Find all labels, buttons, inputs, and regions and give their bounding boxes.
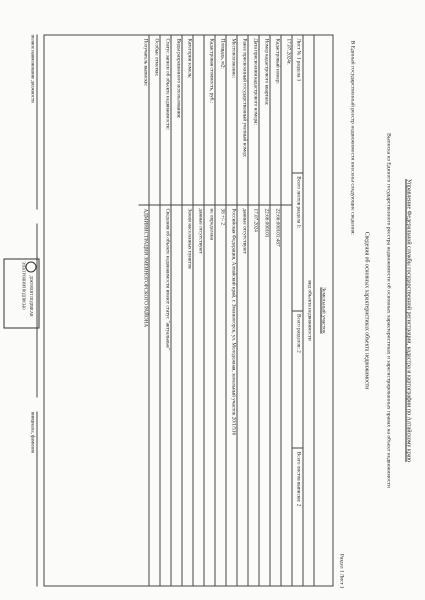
rows-container xyxy=(138,35,291,585)
table-row xyxy=(181,35,192,585)
table-row xyxy=(159,35,170,585)
row-label: Ранее присвоенный государственный учетный номер: xyxy=(237,35,247,205)
row-value: 38 +/- 2 xyxy=(219,208,225,225)
row-label: Получатель выписки: xyxy=(138,35,148,205)
object-type: вид объекта недвижимости xyxy=(302,35,313,585)
stamp-line: ДОКУМЕНТ ПОДПИСАН xyxy=(28,274,33,316)
section-title: Земельный участок xyxy=(313,35,332,585)
row-value: данные отсутствуют xyxy=(197,208,203,254)
table-row xyxy=(247,35,258,585)
header-organization: Управление Федеральной службы государственной регистрации, кадастра и картографии по Алтайскому краю xyxy=(405,178,411,462)
row-label: Площадь, м2: xyxy=(215,35,225,205)
sheet-cell: Всего листов раздела 1: xyxy=(292,173,302,311)
row-label: 17.07.2024г. xyxy=(281,35,291,205)
stamp-line: ЭЛЕКТРОННОЙ ПОДПИСЬЮ xyxy=(21,261,25,310)
page-label: Раздел 1 Лист 1 xyxy=(338,553,344,588)
row-label: Виды разрешенного использования: xyxy=(171,35,181,205)
row-value xyxy=(149,205,159,585)
signature-left: полное наименование должности xyxy=(3,34,37,209)
row-label: Категория земель: xyxy=(182,35,192,205)
row-value xyxy=(171,205,181,585)
row-value: 17.07.2024 xyxy=(252,208,258,232)
table-row xyxy=(225,35,236,585)
table-row xyxy=(258,35,269,585)
table-row xyxy=(236,35,247,585)
sheet-cell: Всего разделов: 2 xyxy=(292,311,302,449)
table-row xyxy=(138,35,148,585)
sheet-cell: Всего листов выписки: 2 xyxy=(294,451,301,506)
row-label: Номер кадастрового квартала: xyxy=(259,35,269,205)
row-label: Кадастровая стоимость, руб.: xyxy=(204,35,214,205)
row-value: АДМИНИСТРАЦИЯ ЗМЕИНОГОРСКОГО РАЙОНА xyxy=(142,208,148,327)
row-value: 22:66:000101 xyxy=(263,208,269,237)
table-row xyxy=(280,35,291,585)
table-row xyxy=(192,35,203,585)
table-row xyxy=(203,35,214,585)
header-body-2: В Единый государственный реестр недвижимости внесены следующие сведения: xyxy=(349,40,355,235)
row-value: Земли населенных пунктов xyxy=(186,208,192,269)
emblem-icon xyxy=(25,261,36,272)
row-label: Особые отметки: xyxy=(149,35,159,205)
row-label xyxy=(193,35,203,205)
table-row xyxy=(170,35,181,585)
row-value xyxy=(281,205,291,585)
row-value: не определена xyxy=(208,208,214,240)
sheet-cell: Лист № 1 раздела 1 xyxy=(292,35,302,173)
table-row xyxy=(269,35,280,585)
row-label: Статус записи об объекте недвижимости: xyxy=(160,35,170,205)
signature-right: инициалы, фамилия xyxy=(3,411,37,586)
row-value: Сведения об объекте недвижимости имеют статус "актуальные" xyxy=(164,208,170,350)
row-value: данные отсутствуют xyxy=(241,208,247,254)
header-subtitle: Выписка из Единого государственного реестра недвижимости об основных характеристиках и зарегистрированных правах на объект недвижимости xyxy=(385,132,391,488)
table-row xyxy=(214,35,225,585)
row-value: Российская Федерация, Алтайский край, г. Змеиногорск, ул. Молодежная, земельный участок 20/1/516 xyxy=(230,208,236,435)
row-value: 22:66:000101:487 xyxy=(274,208,280,247)
row-label: Дата присвоения кадастрового номера: xyxy=(248,35,258,205)
table-row xyxy=(148,35,159,585)
e-signature-stamp xyxy=(3,258,39,328)
row-label: Кадастровый номер: xyxy=(270,35,280,205)
row-label: Местоположение: xyxy=(226,35,236,205)
header-body: Сведения об основных характеристиках объекта недвижимости xyxy=(363,231,369,389)
sheet-counter-row xyxy=(291,35,302,585)
info-table xyxy=(43,34,333,586)
